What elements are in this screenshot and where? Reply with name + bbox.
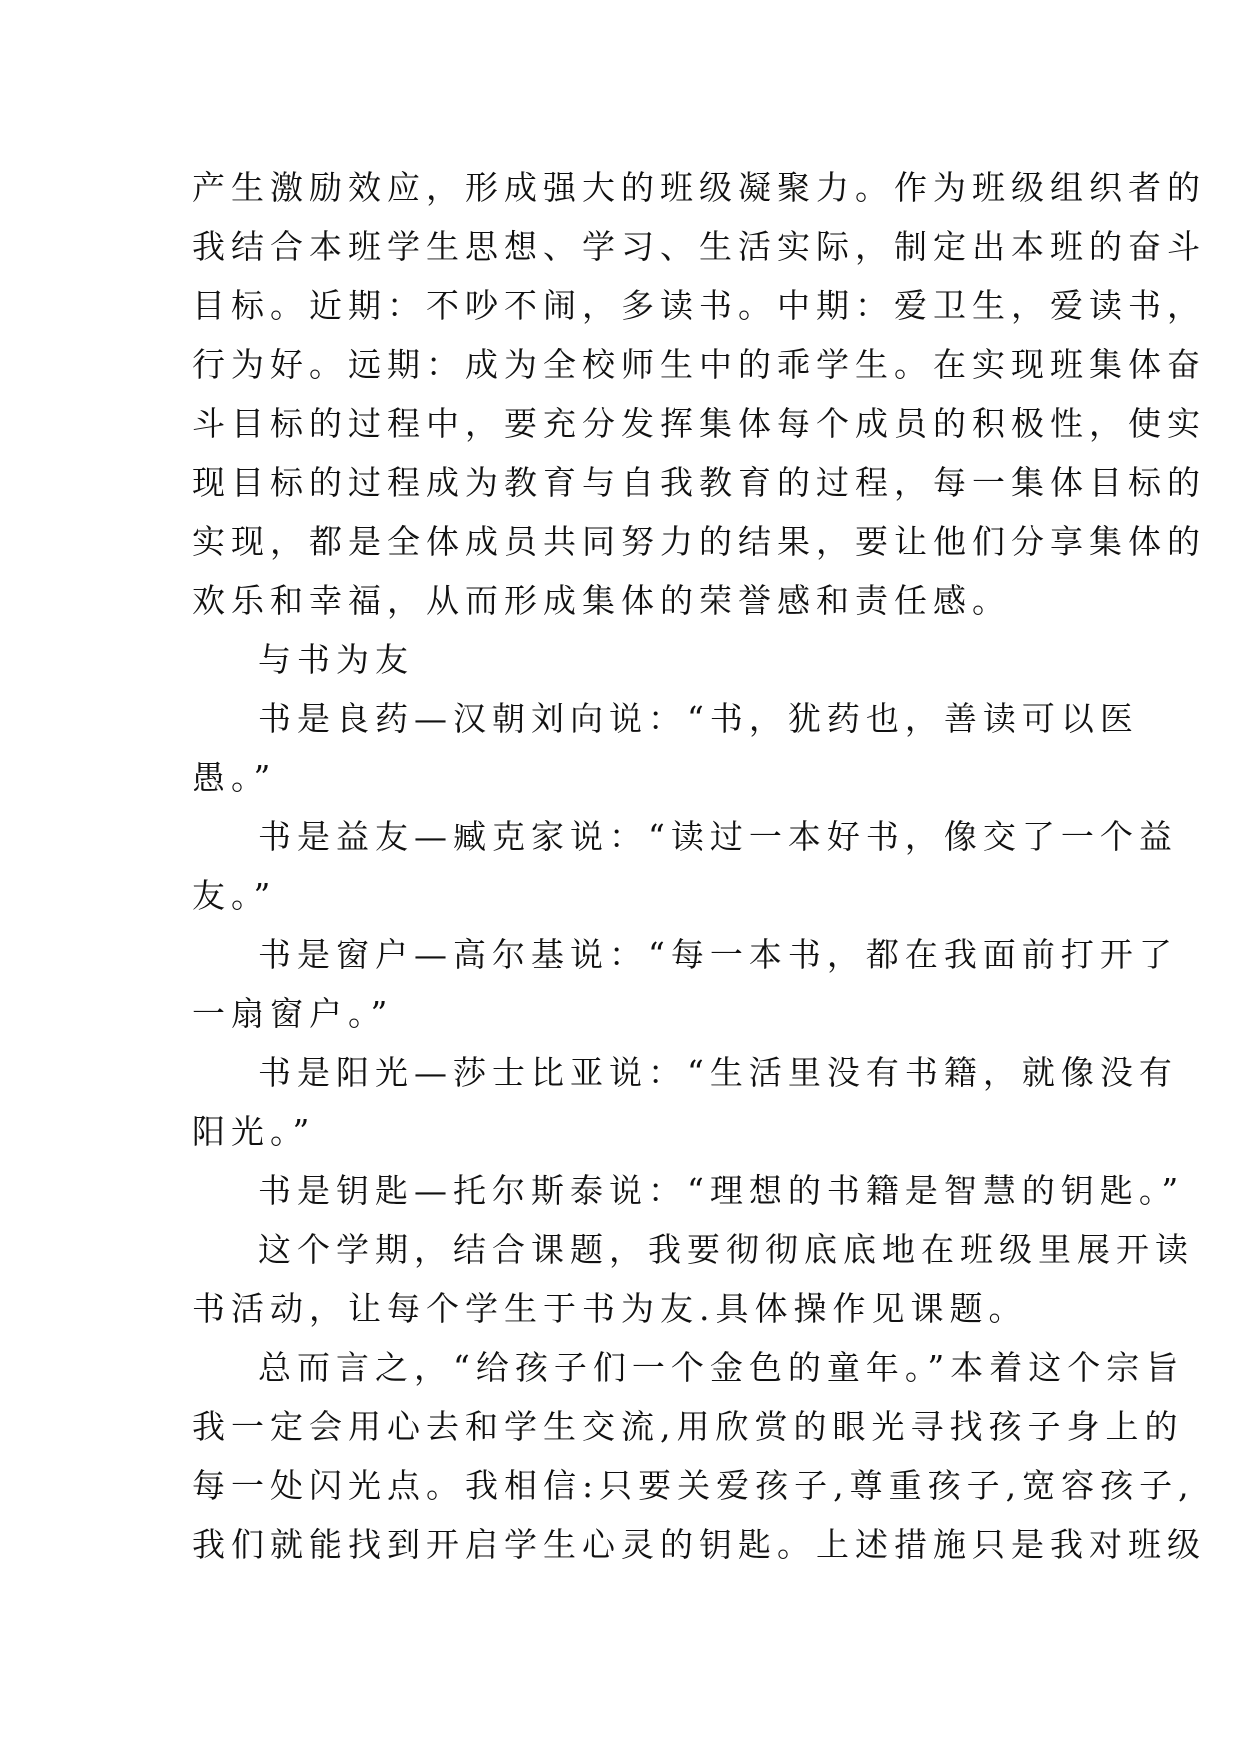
text-line: 行为好。远期：成为全校师生中的乖学生。在实现班集体奋: [192, 345, 1206, 384]
quote-line: 阳光。”: [192, 1112, 316, 1151]
quote-line: 书是钥匙—托尔斯泰说：“理想的书籍是智慧的钥匙。”: [258, 1171, 1185, 1210]
quote-line: 一扇窗户。”: [192, 994, 394, 1033]
quote-line: 书是窗户—高尔基说：“每一本书，都在我面前打开了: [258, 935, 1178, 974]
text-line: 我一定会用心去和学生交流,用欣赏的眼光寻找孩子身上的: [192, 1407, 1184, 1446]
section-heading: 与书为友: [258, 640, 414, 679]
text-line: 欢乐和幸福，从而形成集体的荣誉感和责任感。: [192, 581, 1011, 620]
body-text: [192, 158, 1206, 1574]
text-line: 产生激励效应，形成强大的班级凝聚力。作为班级组织者的: [192, 168, 1206, 207]
quote-line: 愚。”: [192, 758, 277, 797]
quote-line: 友。”: [192, 876, 277, 915]
text-line: 书活动，让每个学生于书为友.具体操作见课题。: [192, 1289, 1028, 1328]
text-line: 这个学期，结合课题，我要彻彻底底地在班级里展开读: [258, 1230, 1194, 1269]
quote-line: 书是良药—汉朝刘向说：“书，犹药也，善读可以医: [258, 699, 1139, 738]
text-line: 实现，都是全体成员共同努力的结果，要让他们分享集体的: [192, 522, 1206, 561]
text-line: 现目标的过程成为教育与自我教育的过程，每一集体目标的: [192, 463, 1206, 502]
text-line: 我结合本班学生思想、学习、生活实际，制定出本班的奋斗: [192, 227, 1206, 266]
text-line: 每一处闪光点。我相信:只要关爱孩子,尊重孩子,宽容孩子,: [192, 1466, 1195, 1505]
text-line: 斗目标的过程中，要充分发挥集体每个成员的积极性，使实: [192, 404, 1206, 443]
text-line: 总而言之，“给孩子们一个金色的童年。”本着这个宗旨: [258, 1348, 1185, 1387]
quote-line: 书是益友—臧克家说：“读过一本好书，像交了一个益: [258, 817, 1178, 856]
text-line: 目标。近期：不吵不闹，多读书。中期：爱卫生，爱读书，: [192, 286, 1206, 325]
quote-line: 书是阳光—莎士比亚说：“生活里没有书籍，就像没有: [258, 1053, 1178, 1092]
text-line: 我们就能找到开启学生心灵的钥匙。上述措施只是我对班级: [192, 1525, 1206, 1564]
